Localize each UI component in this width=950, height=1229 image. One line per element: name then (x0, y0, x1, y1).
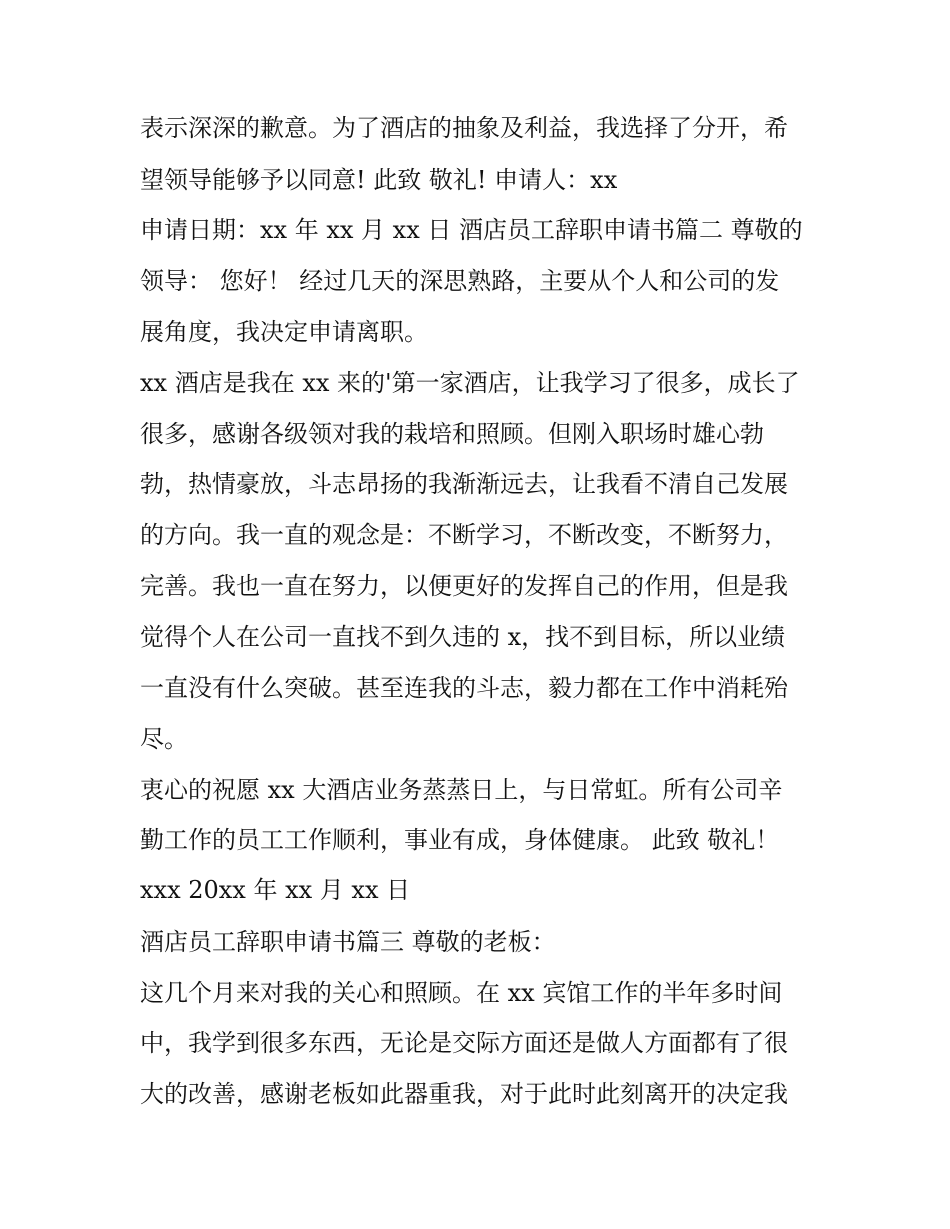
text-line: 表示深深的歉意。为了酒店的抽象及利益，我选择了分开，希 (140, 114, 788, 142)
text-line: 申请日期：xx 年 xx 月 xx 日 酒店员工辞职申请书篇二 尊敬的 (140, 216, 803, 244)
text-line: 觉得个人在公司一直找不到久违的 x，找不到目标，所以业绩 (140, 623, 786, 651)
text-line: xxx 20xx 年 xx 月 xx 日 (140, 876, 411, 904)
text-line: 尽。 (140, 725, 188, 753)
text-line: 酒店员工辞职申请书篇三 尊敬的老板： (140, 928, 556, 956)
text-line: 望领导能够予以同意! 此致 敬礼! 申请人：xx (140, 166, 618, 194)
text-line: 大的改善，感谢老板如此器重我，对于此时此刻离开的决定我 (140, 1080, 788, 1108)
text-line: 领导： 您好！ 经过几天的深思熟路，主要从个人和公司的发 (140, 267, 780, 295)
text-line: 的方向。我一直的观念是：不断学习，不断改变，不断努力， (140, 521, 788, 549)
text-line: 很多，感谢各级领对我的栽培和照顾。但刚入职场时雄心勃 (140, 420, 764, 448)
text-line: 衷心的祝愿 xx 大酒店业务蒸蒸日上，与日常虹。所有公司辛 (140, 776, 783, 804)
text-line: 勤工作的员工工作顺利，事业有成，身体健康。 此致 敬礼！ (140, 826, 780, 854)
text-line: 这几个月来对我的关心和照顾。在 xx 宾馆工作的半年多时间 (140, 979, 783, 1007)
text-line: 展角度，我决定申请离职。 (140, 318, 428, 346)
text-line: xx 酒店是我在 xx 来的'第一家酒店，让我学习了很多，成长了 (140, 369, 800, 397)
text-line: 完善。我也一直在努力，以便更好的发挥自己的作用，但是我 (140, 572, 788, 600)
text-line: 一直没有什么突破。甚至连我的斗志，毅力都在工作中消耗殆 (140, 674, 788, 702)
text-line: 中，我学到很多东西，无论是交际方面还是做人方面都有了很 (140, 1029, 788, 1057)
text-line: 勃，热情豪放，斗志昂扬的我渐渐远去，让我看不清自己发展 (140, 470, 788, 498)
